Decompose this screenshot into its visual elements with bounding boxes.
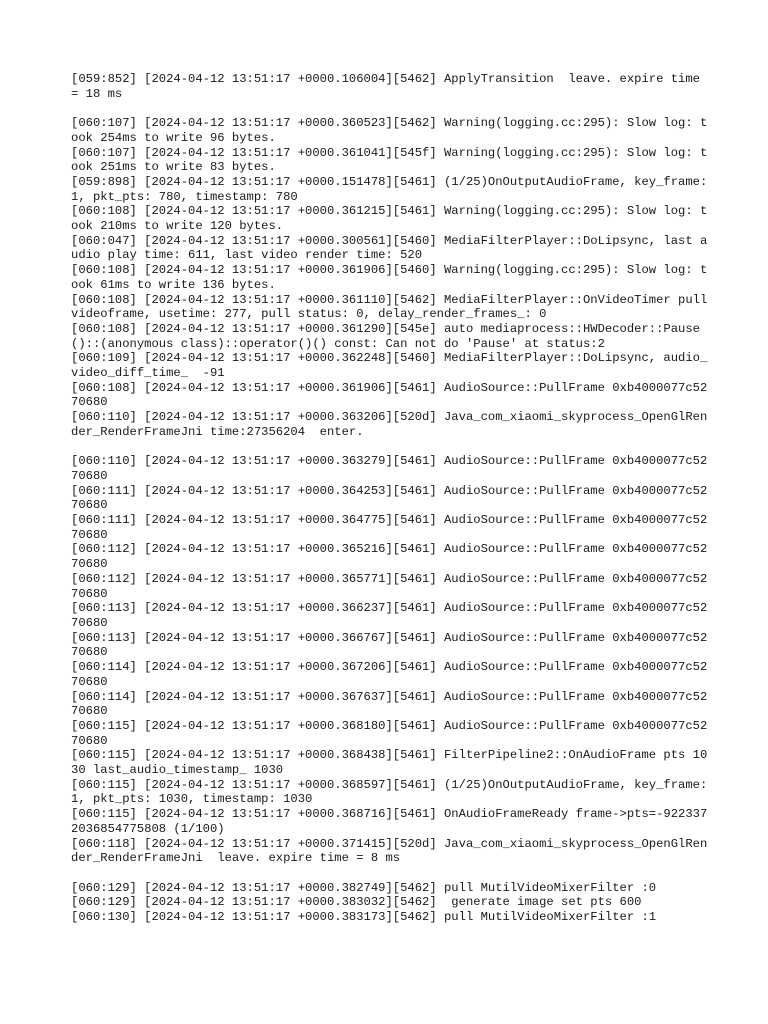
log-document	[71, 72, 715, 925]
log-body	[71, 72, 715, 925]
blank-line	[71, 101, 711, 116]
log-entry: [060:108] [2024-04-12 13:51:17 +0000.361110][5462] MediaFilterPlayer::OnVideoTimer pullvideoframe, usetime: 277, pull status: 0, delay_render_frames_: 0	[71, 292, 708, 322]
log-entry: [060:111] [2024-04-12 13:51:17 +0000.364775][5461] AudioSource::PullFrame 0xb4000077c5270680	[71, 513, 708, 542]
log-entry: [060:114] [2024-04-12 13:51:17 +0000.367637][5461] AudioSource::PullFrame 0xb4000077c5270680	[71, 689, 708, 719]
log-entry: [060:114] [2024-04-12 13:51:17 +0000.367206][5461] AudioSource::PullFrame 0xb4000077c5270680	[71, 660, 708, 689]
blank-line	[71, 866, 711, 881]
log-entry: [060:112] [2024-04-12 13:51:17 +0000.365216][5461] AudioSource::PullFrame 0xb4000077c5270680	[71, 542, 708, 572]
log-entry: [060:130] [2024-04-12 13:51:17 +0000.383173][5462] pull MutilVideoMixerFilter :1	[71, 910, 657, 925]
log-entry: [060:107] [2024-04-12 13:51:17 +0000.361041][545f] Warning(logging.cc:295): Slow log: took 251ms to write 83 bytes.	[71, 145, 708, 175]
log-entry: [060:047] [2024-04-12 13:51:17 +0000.300561][5460] MediaFilterPlayer::DoLipsync, last audio play time: 611, last video render time: 520	[71, 233, 708, 263]
log-entry: [060:112] [2024-04-12 13:51:17 +0000.365771][5461] AudioSource::PullFrame 0xb4000077c5270680	[71, 571, 708, 601]
log-entry: [060:115] [2024-04-12 13:51:17 +0000.368180][5461] AudioSource::PullFrame 0xb4000077c5270680	[71, 718, 708, 748]
log-entry: [060:108] [2024-04-12 13:51:17 +0000.361906][5461] AudioSource::PullFrame 0xb4000077c5270680	[71, 380, 708, 410]
log-entry: [060:107] [2024-04-12 13:51:17 +0000.360523][5462] Warning(logging.cc:295): Slow log: took 254ms to write 96 bytes.	[71, 116, 708, 145]
log-entry: [060:113] [2024-04-12 13:51:17 +0000.366237][5461] AudioSource::PullFrame 0xb4000077c5270680	[71, 601, 708, 630]
log-entry: [060:108] [2024-04-12 13:51:17 +0000.361290][545e] auto mediaprocess::HWDecoder::Pause()::(anonymous class)::operator()() const: Can not do 'Pause' at status:2	[71, 321, 700, 351]
log-entry: [059:898] [2024-04-12 13:51:17 +0000.151478][5461] (1/25)OnOutputAudioFrame, key_frame: 1, pkt_pts: 780, timestamp: 780	[71, 174, 715, 204]
log-entry: [060:108] [2024-04-12 13:51:17 +0000.361215][5461] Warning(logging.cc:295): Slow log: took 210ms to write 120 bytes.	[71, 204, 708, 234]
log-entry: [060:113] [2024-04-12 13:51:17 +0000.366767][5461] AudioSource::PullFrame 0xb4000077c5270680	[71, 630, 708, 660]
log-entry: [060:108] [2024-04-12 13:51:17 +0000.361906][5460] Warning(logging.cc:295): Slow log: took 61ms to write 136 bytes.	[71, 263, 708, 292]
log-entry: [060:129] [2024-04-12 13:51:17 +0000.382749][5462] pull MutilVideoMixerFilter :0	[71, 880, 657, 895]
log-entry: [059:852] [2024-04-12 13:51:17 +0000.106004][5462] ApplyTransition leave. expire time = 18 ms	[71, 72, 708, 101]
log-entry: [060:110] [2024-04-12 13:51:17 +0000.363206][520d] Java_com_xiaomi_skyprocess_OpenGlRender_RenderFrameJni time:27356204 enter.	[71, 410, 708, 439]
log-entry: [060:129] [2024-04-12 13:51:17 +0000.383032][5462] generate image set pts 600	[71, 895, 642, 910]
log-entry: [060:115] [2024-04-12 13:51:17 +0000.368597][5461] (1/25)OnOutputAudioFrame, key_frame: 1, pkt_pts: 1030, timestamp: 1030	[71, 777, 715, 807]
log-entry: [060:111] [2024-04-12 13:51:17 +0000.364253][5461] AudioSource::PullFrame 0xb4000077c5270680	[71, 483, 708, 513]
log-entry: [060:109] [2024-04-12 13:51:17 +0000.362248][5460] MediaFilterPlayer::DoLipsync, audio_video_diff_time_ -91	[71, 351, 708, 381]
blank-line	[71, 440, 711, 455]
log-entry: [060:115] [2024-04-12 13:51:17 +0000.368716][5461] OnAudioFrameReady frame->pts=-9223372036854775808 (1/100)	[71, 807, 708, 836]
log-entry: [060:115] [2024-04-12 13:51:17 +0000.368438][5461] FilterPipeline2::OnAudioFrame pts 1030 last_audio_timestamp_ 1030	[71, 748, 708, 778]
log-entry: [060:118] [2024-04-12 13:51:17 +0000.371415][520d] Java_com_xiaomi_skyprocess_OpenGlRender_RenderFrameJni leave. expire time = 8 ms	[71, 836, 708, 866]
log-entry: [060:110] [2024-04-12 13:51:17 +0000.363279][5461] AudioSource::PullFrame 0xb4000077c5270680	[71, 454, 708, 483]
